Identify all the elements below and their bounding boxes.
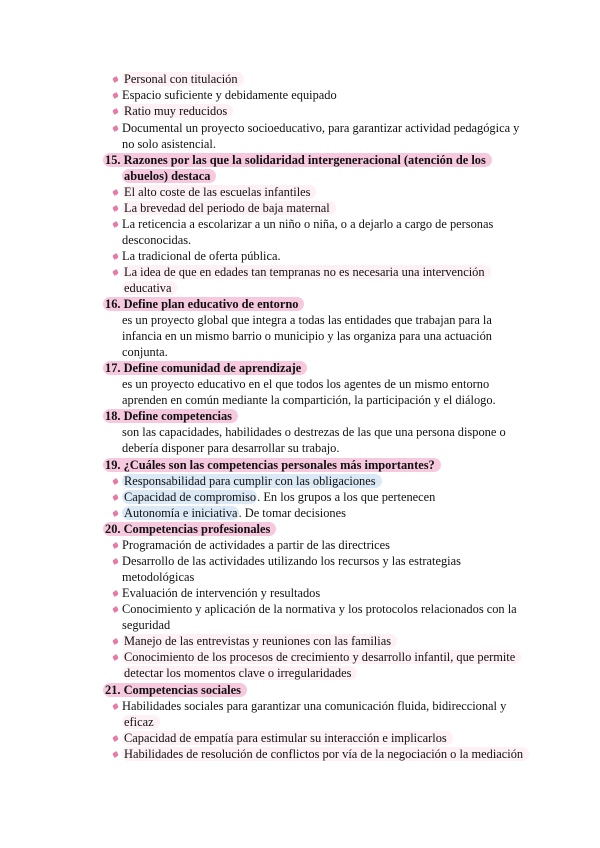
- list-item: Capacidad de empatía para estimular su interacción e implicarlos: [122, 730, 453, 746]
- question-17-heading: 17. Define comunidad de aprendizaje: [103, 360, 307, 376]
- bullet-icon: [112, 654, 119, 661]
- answer-text: conjunta.: [122, 345, 168, 359]
- list-item: Conocimiento y aplicación de la normativa y los protocolos relacionados con la: [122, 602, 517, 616]
- list-item: Conocimiento de los procesos de crecimiento y desarrollo infantil, que permite: [122, 649, 521, 665]
- bullet-icon: [112, 269, 119, 276]
- bullet-icon: [112, 703, 119, 710]
- list-item: El alto coste de las escuelas infantiles: [122, 184, 316, 200]
- list-item: La tradicional de oferta pública.: [122, 249, 281, 263]
- list-item: La idea de que en edades tan tempranas no es necesaria una intervención: [122, 264, 491, 280]
- bullet-icon: [112, 108, 119, 115]
- bullet-icon: [112, 205, 119, 212]
- question-18-heading: 18. Define competencias: [103, 408, 238, 424]
- bullet-icon: [112, 125, 119, 132]
- question-21-heading: 21. Competencias sociales: [103, 682, 247, 698]
- list-item: Manejo de las entrevistas y reuniones con las familias: [122, 633, 397, 649]
- list-item-continuation: eficaz: [122, 714, 160, 730]
- list-item-continuation: desconocidas.: [122, 233, 192, 247]
- bullet-icon: [112, 638, 119, 645]
- list-item: Responsabilidad para cumplir con las obligaciones: [122, 473, 382, 489]
- bullet-icon: [112, 221, 119, 228]
- bullet-icon: [112, 606, 119, 613]
- answer-text: aprenden en común mediante la compartición, la participación y el diálogo.: [122, 393, 496, 407]
- bullet-icon: [112, 751, 119, 758]
- bullet-icon: [112, 558, 119, 565]
- bullet-icon: [112, 253, 119, 260]
- bullet-icon: [112, 92, 119, 99]
- list-item: La reticencia a escolarizar a un niño o niña, o a dejarlo a cargo de personas: [122, 217, 494, 231]
- list-item-text: Documental un proyecto socioeducativo, para garantizar actividad pedagógica y: [122, 121, 520, 135]
- list-item-continuation: no solo asistencial.: [122, 137, 216, 151]
- list-item: [122, 87, 337, 103]
- list-item-text: Ratio muy reducidos: [122, 104, 233, 118]
- list-item: Evaluación de intervención y resultados: [122, 586, 321, 600]
- list-item-continuation: educativa: [122, 280, 177, 296]
- answer-text: debería disponer para desarrollar su trabajo.: [122, 441, 340, 455]
- answer-text: son las capacidades, habilidades o destrezas de las que una persona dispone o: [122, 425, 506, 439]
- question-15-heading: 15. Razones por las que la solidaridad intergeneracional (atención de los: [103, 152, 492, 168]
- question-20-heading: 20. Competencias profesionales: [103, 521, 276, 537]
- bullet-icon: [112, 542, 119, 549]
- list-item: [122, 71, 244, 87]
- list-item-continuation: seguridad: [122, 618, 171, 632]
- question-19-heading: 19. ¿Cuáles son las competencias personales más importantes?: [103, 457, 441, 473]
- list-item-text: Espacio suficiente y debidamente equipado: [122, 88, 337, 102]
- list-item: Capacidad de compromiso. En los grupos a los que pertenecen: [124, 490, 436, 504]
- question-16-heading: 16. Define plan educativo de entorno: [103, 296, 304, 312]
- answer-text: es un proyecto global que integra a todas las entidades que trabajan para la: [122, 313, 492, 327]
- list-item: Desarrollo de las actividades utilizando los recursos y las estrategias: [122, 554, 461, 568]
- bullet-icon: [112, 494, 119, 501]
- list-item: [122, 120, 519, 136]
- bullet-icon: [112, 510, 119, 517]
- list-item: Programación de actividades a partir de las directrices: [122, 538, 391, 552]
- answer-text: es un proyecto educativo en el que todos los agentes de un mismo entorno: [122, 377, 490, 391]
- bullet-icon: [112, 590, 119, 597]
- bullet-icon: [112, 189, 119, 196]
- list-item: La brevedad del periodo de baja maternal: [122, 200, 336, 216]
- bullet-icon: [112, 735, 119, 742]
- list-item: [122, 103, 233, 119]
- list-item: Autonomía e iniciativa. De tomar decisiones: [124, 506, 346, 520]
- list-item: Habilidades sociales para garantizar una comunicación fluida, bidireccional y: [122, 699, 507, 713]
- list-item-text: Personal con titulación: [122, 72, 244, 86]
- answer-text: infancia en un mismo barrio o municipio y las organiza para una actuación: [122, 329, 492, 343]
- list-item-continuation: metodológicas: [122, 570, 195, 584]
- question-15-heading-cont: abuelos) destaca: [122, 168, 216, 184]
- list-item: Habilidades de resolución de conflictos por vía de la negociación o la mediación: [122, 746, 529, 762]
- list-item-continuation: detectar los momentos clave o irregularidades: [122, 665, 357, 681]
- bullet-icon: [112, 478, 119, 485]
- bullet-icon: [112, 76, 119, 83]
